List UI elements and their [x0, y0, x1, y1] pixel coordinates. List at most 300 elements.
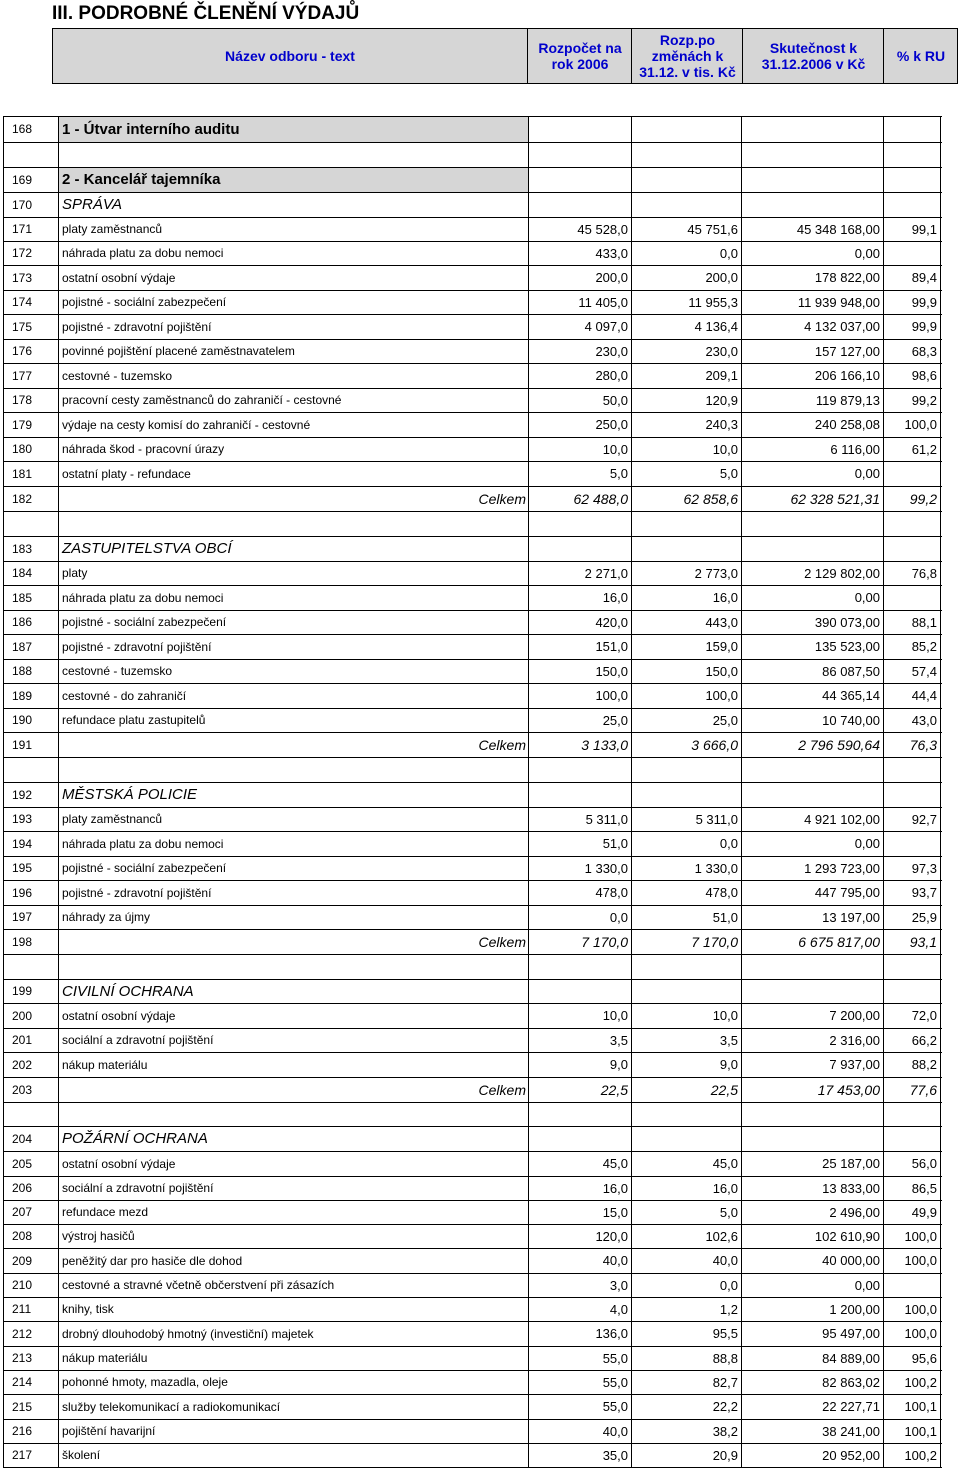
cell-desc: nákup materiálu [62, 1351, 148, 1365]
cell-desc: pojištění havarijní [62, 1424, 156, 1438]
cell-actual: 7 937,00 [829, 1057, 880, 1072]
table-row [0, 880, 960, 905]
cell-revised: 10,0 [712, 1008, 738, 1023]
cell-desc: ZASTUPITELSTVA OBCÍ [62, 540, 232, 557]
cell-desc: Celkem [478, 1081, 526, 1098]
cell-pct: 86,5 [911, 1180, 937, 1196]
table-row [0, 708, 960, 732]
header-revised: Rozp.po změnách k 31.12. v tis. Kč [631, 29, 743, 83]
spacer-row [0, 954, 960, 979]
cell-budget: 433,0 [595, 245, 628, 261]
cell-budget [528, 167, 631, 192]
cell-actual: 206 166,10 [814, 368, 880, 383]
section-row [0, 192, 960, 217]
cell-desc: refundace platu zastupitelů [62, 713, 206, 727]
cell-actual: 0,00 [854, 1277, 880, 1293]
cell-desc: pracovní cesty zaměstnanců do zahraničí - cestovné [62, 393, 342, 407]
cell-budget [528, 1126, 631, 1151]
cell-revised: 16,0 [712, 1180, 738, 1196]
cell-actual: 447 795,00 [814, 885, 880, 900]
cell-budget: 420,0 [595, 614, 628, 630]
cell-num: 210 [12, 1278, 33, 1292]
cell-actual [741, 536, 883, 561]
cell-actual: 6 675 817,00 [798, 933, 880, 950]
cell-pct [883, 461, 940, 486]
cell-pct: 99,9 [911, 294, 937, 310]
cell-pct: 89,4 [911, 270, 937, 285]
cell-num: 176 [12, 344, 33, 358]
cell-revised: 209,1 [705, 368, 738, 383]
cell-actual: 6 116,00 [830, 441, 880, 457]
table-row [0, 807, 960, 831]
cell-actual: 1 293 723,00 [804, 860, 880, 876]
table-row [0, 1443, 960, 1467]
cell-pct: 77,6 [909, 1081, 937, 1098]
cell-revised: 0,0 [719, 245, 738, 261]
page-title: III. PODROBNÉ ČLENĚNÍ VÝDAJŮ [52, 3, 360, 24]
cell-desc: Celkem [478, 933, 526, 950]
cell-desc: náhrada platu za dobu nemoci [62, 590, 224, 605]
table-row [0, 831, 960, 856]
cell-num: 168 [12, 122, 33, 136]
cell-num: 209 [12, 1253, 33, 1268]
cell-desc: pojistné - sociální zabezpečení [62, 295, 227, 309]
cell-budget: 3,0 [609, 1277, 628, 1293]
cell-revised: 62 858,6 [683, 490, 738, 507]
cell-budget: 15,0 [602, 1204, 628, 1220]
cell-budget: 16,0 [602, 590, 628, 605]
cell-actual: 4 921 102,00 [804, 811, 880, 827]
cell-budget: 9,0 [609, 1057, 628, 1072]
cell-pct [883, 782, 940, 807]
cell-actual: 102 610,90 [814, 1228, 880, 1244]
cell-pct: 98,6 [911, 368, 937, 383]
cell-revised: 38,2 [712, 1423, 738, 1439]
cell-revised: 22,2 [712, 1399, 738, 1414]
cell-pct: 85,2 [911, 639, 937, 654]
cell-budget: 7 170,0 [581, 933, 628, 950]
cell-pct: 88,1 [911, 614, 937, 630]
cell-actual: 0,00 [854, 466, 880, 481]
table-row [0, 1151, 960, 1176]
cell-num: 186 [12, 615, 33, 629]
table-row [0, 265, 960, 290]
table-row [0, 634, 960, 659]
cell-pct: 76,8 [911, 565, 937, 581]
spacer-row [0, 757, 960, 782]
cell-budget: 3,5 [609, 1032, 628, 1048]
cell-revised [631, 979, 741, 1003]
table-row [0, 1419, 960, 1443]
cell-budget: 230,0 [595, 343, 628, 359]
cell-revised [631, 167, 741, 192]
cell-revised [631, 192, 741, 217]
cell-revised: 0,0 [719, 836, 738, 851]
cell-budget [528, 116, 631, 142]
cell-desc: 2 - Kancelář tajemníka [58, 167, 528, 192]
cell-num: 208 [12, 1229, 33, 1243]
cell-desc: Celkem [478, 736, 526, 753]
cell-pct: 99,9 [911, 319, 937, 334]
cell-budget: 478,0 [595, 885, 628, 900]
table-row [0, 610, 960, 634]
cell-desc: pojistné - zdravotní pojištění [62, 319, 212, 334]
cell-desc: ostatní osobní výdaje [62, 1156, 176, 1171]
cell-num: 189 [12, 688, 33, 703]
cell-actual [741, 116, 883, 142]
cell-desc: cestovné a stravné včetně občerstvení při zásazích [62, 1278, 335, 1292]
cell-desc: cestovné - do zahraničí [62, 688, 187, 703]
cell-budget: 10,0 [602, 441, 628, 457]
cell-desc: ostatní osobní výdaje [62, 270, 176, 285]
cell-actual: 45 348 168,00 [796, 221, 880, 237]
header-name: Název odboru - text [225, 48, 355, 64]
cell-revised [631, 536, 741, 561]
cell-desc: pojistné - zdravotní pojištění [62, 639, 212, 654]
cell-pct [883, 116, 940, 142]
cell-revised: 16,0 [712, 590, 738, 605]
cell-pct: 100,2 [904, 1447, 937, 1463]
cell-budget: 250,0 [595, 417, 628, 432]
total-row [0, 732, 960, 757]
cell-num: 217 [12, 1448, 33, 1462]
cell-num: 182 [12, 491, 33, 506]
cell-desc: ostatní platy - refundace [62, 466, 191, 481]
cell-actual: 135 523,00 [814, 639, 880, 654]
cell-budget: 10,0 [602, 1008, 628, 1023]
cell-pct [883, 1273, 940, 1297]
cell-num: 215 [12, 1399, 33, 1414]
cell-pct [883, 241, 940, 265]
cell-num: 193 [12, 812, 33, 826]
cell-actual: 84 889,00 [822, 1350, 880, 1366]
cell-actual: 25 187,00 [822, 1156, 880, 1171]
table-row [0, 461, 960, 486]
cell-desc: platy [62, 566, 88, 580]
cell-pct: 92,7 [911, 811, 937, 827]
cell-desc: pojistné - sociální zabezpečení [62, 615, 227, 629]
cell-pct: 100,0 [904, 1301, 937, 1317]
cell-actual: 157 127,00 [814, 343, 880, 359]
cell-revised: 45 751,6 [687, 221, 738, 237]
header-pct: % k RU [883, 29, 958, 83]
cell-actual: 44 365,14 [822, 688, 880, 703]
table-row [0, 1297, 960, 1321]
cell-actual: 22 227,71 [822, 1399, 880, 1414]
cell-actual: 0,00 [854, 836, 880, 851]
cell-revised [631, 782, 741, 807]
cell-revised: 150,0 [705, 663, 738, 679]
total-row [0, 486, 960, 511]
cell-revised [631, 116, 741, 142]
cell-pct: 44,4 [911, 688, 937, 703]
cell-num: 199 [12, 984, 33, 998]
cell-budget: 22,5 [600, 1081, 628, 1098]
cell-num: 179 [12, 417, 33, 432]
cell-actual: 2 796 590,64 [798, 736, 880, 753]
cell-num: 185 [12, 590, 33, 605]
table-row [0, 1346, 960, 1370]
cell-desc: nákup materiálu [62, 1057, 148, 1072]
cell-num: 183 [12, 541, 33, 556]
cell-revised: 240,3 [705, 417, 738, 432]
cell-budget: 150,0 [595, 663, 628, 679]
cell-actual [741, 782, 883, 807]
spacer-row [0, 142, 960, 167]
table-row [0, 1370, 960, 1394]
cell-num: 205 [12, 1156, 33, 1171]
section-row [0, 979, 960, 1003]
cell-revised: 51,0 [712, 909, 738, 925]
cell-desc: náhrada platu za dobu nemoci [62, 246, 224, 260]
cell-revised: 2 773,0 [694, 565, 738, 581]
cell-budget: 5 311,0 [585, 811, 628, 827]
cell-desc: refundace mezd [62, 1205, 149, 1219]
cell-pct: 97,3 [911, 860, 937, 876]
cell-budget [528, 979, 631, 1003]
cell-desc: cestovné - tuzemsko [62, 664, 173, 678]
table-row [0, 1028, 960, 1052]
cell-actual: 20 952,00 [822, 1447, 880, 1463]
cell-num: 175 [12, 319, 33, 334]
cell-budget: 136,0 [595, 1326, 628, 1341]
cell-desc: peněžitý dar pro hasiče dle dohod [62, 1253, 243, 1268]
cell-budget: 0,0 [609, 909, 628, 925]
table-row [0, 1394, 960, 1419]
cell-pct [883, 979, 940, 1003]
cell-budget: 151,0 [595, 639, 628, 654]
cell-revised [631, 1126, 741, 1151]
cell-num: 181 [12, 466, 33, 481]
cell-pct: 100,1 [904, 1399, 937, 1414]
cell-num: 192 [12, 787, 33, 802]
cell-num: 194 [12, 836, 33, 851]
cell-pct: 100,2 [904, 1374, 937, 1390]
cell-desc: Celkem [478, 490, 526, 507]
table-row [0, 683, 960, 708]
cell-budget: 25,0 [602, 712, 628, 728]
cell-pct: 93,7 [911, 885, 937, 900]
cell-num: 216 [12, 1424, 33, 1438]
cell-revised: 45,0 [712, 1156, 738, 1171]
cell-actual [741, 167, 883, 192]
cell-desc: cestovné - tuzemsko [62, 368, 173, 383]
cell-actual: 240 258,08 [814, 417, 880, 432]
section-row [0, 1126, 960, 1151]
cell-budget: 45 528,0 [577, 221, 628, 237]
cell-num: 180 [12, 442, 33, 456]
cell-desc: sociální a zdravotní pojištění [62, 1033, 214, 1047]
cell-actual: 86 087,50 [822, 663, 880, 679]
table-row [0, 856, 960, 880]
cell-pct: 61,2 [911, 441, 937, 457]
cell-actual [741, 1126, 883, 1151]
cell-num: 200 [12, 1008, 33, 1023]
cell-actual: 7 200,00 [829, 1008, 880, 1023]
cell-num: 195 [12, 861, 33, 875]
cell-desc: platy zaměstnanců [62, 222, 163, 236]
cell-budget: 55,0 [602, 1374, 628, 1390]
table-row [0, 659, 960, 683]
cell-pct: 43,0 [911, 712, 937, 728]
table-row [0, 217, 960, 241]
table-row [0, 1248, 960, 1273]
cell-budget: 11 405,0 [578, 294, 628, 310]
cell-pct: 56,0 [911, 1156, 937, 1171]
cell-revised: 1,2 [719, 1301, 738, 1317]
cell-budget: 2 271,0 [584, 565, 628, 581]
cell-revised: 22,5 [710, 1081, 738, 1098]
cell-revised: 95,5 [712, 1326, 738, 1341]
cell-desc: náhrady za újmy [62, 910, 151, 924]
cell-revised: 4 136,4 [694, 319, 738, 334]
cell-actual: 10 740,00 [822, 712, 880, 728]
cell-desc: povinné pojištění placené zaměstnavatelem [62, 344, 295, 358]
cell-revised: 3 666,0 [691, 736, 738, 753]
cell-pct [883, 585, 940, 610]
cell-actual: 119 879,13 [815, 392, 880, 408]
department-row [0, 167, 960, 192]
cell-pct: 100,0 [904, 1228, 937, 1244]
cell-desc: školení [62, 1448, 101, 1462]
cell-num: 170 [12, 197, 33, 212]
cell-pct: 76,3 [909, 736, 937, 753]
cell-num: 172 [12, 246, 33, 260]
cell-revised: 88,8 [712, 1350, 738, 1366]
cell-num: 184 [12, 566, 33, 580]
cell-num: 204 [12, 1131, 33, 1146]
cell-revised: 100,0 [705, 688, 738, 703]
cell-budget: 1 330,0 [584, 860, 628, 876]
cell-budget: 40,0 [602, 1253, 628, 1268]
cell-num: 202 [12, 1057, 33, 1072]
cell-num: 174 [12, 295, 33, 309]
cell-desc: pojistné - sociální zabezpečení [62, 861, 227, 875]
cell-revised: 9,0 [719, 1057, 738, 1072]
cell-num: 198 [12, 934, 33, 949]
cell-revised: 200,0 [705, 270, 738, 285]
cell-actual: 38 241,00 [822, 1423, 880, 1439]
table-row [0, 905, 960, 929]
table-row [0, 1200, 960, 1224]
table-row [0, 1176, 960, 1200]
cell-pct: 49,9 [911, 1204, 937, 1220]
cell-actual: 62 328 521,31 [790, 490, 880, 507]
cell-budget: 100,0 [595, 688, 628, 703]
cell-pct: 100,1 [904, 1423, 937, 1439]
cell-pct: 99,2 [911, 392, 937, 408]
cell-desc: ostatní osobní výdaje [62, 1008, 176, 1023]
cell-pct: 99,2 [909, 490, 937, 507]
cell-budget: 3 133,0 [581, 736, 628, 753]
cell-budget [528, 192, 631, 217]
cell-num: 190 [12, 713, 33, 727]
header-actual: Skutečnost k 31.12.2006 v Kč [742, 29, 884, 83]
table-row [0, 290, 960, 314]
table-row [0, 1273, 960, 1297]
cell-revised: 230,0 [705, 343, 738, 359]
cell-actual: 4 132 037,00 [804, 319, 880, 334]
cell-budget: 51,0 [602, 836, 628, 851]
cell-actual: 13 197,00 [822, 909, 880, 925]
total-row [0, 1077, 960, 1102]
cell-budget: 4 097,0 [584, 319, 628, 334]
cell-actual: 0,00 [854, 590, 880, 605]
cell-num: 188 [12, 664, 33, 678]
cell-num: 169 [12, 172, 33, 187]
table-row [0, 585, 960, 610]
cell-pct: 88,2 [911, 1057, 937, 1072]
table-row [0, 241, 960, 265]
cell-revised: 25,0 [712, 712, 738, 728]
cell-pct: 100,0 [904, 1253, 937, 1268]
cell-actual: 2 496,00 [829, 1204, 880, 1220]
cell-budget: 5,0 [609, 466, 628, 481]
cell-budget: 55,0 [602, 1399, 628, 1414]
table-row [0, 1052, 960, 1077]
cell-revised: 102,6 [705, 1228, 738, 1244]
cell-num: 171 [12, 222, 33, 236]
cell-budget [528, 536, 631, 561]
cell-pct [883, 536, 940, 561]
cell-budget: 40,0 [602, 1423, 628, 1439]
cell-num: 206 [12, 1181, 33, 1195]
cell-pct [883, 1126, 940, 1151]
cell-revised: 82,7 [712, 1374, 738, 1390]
cell-actual: 1 200,00 [829, 1301, 880, 1317]
cell-num: 203 [12, 1082, 33, 1097]
cell-num: 197 [12, 910, 33, 924]
cell-budget: 55,0 [602, 1350, 628, 1366]
cell-revised: 120,9 [705, 392, 738, 408]
cell-actual: 2 129 802,00 [804, 565, 880, 581]
cell-actual: 82 863,02 [822, 1374, 880, 1390]
cell-pct: 100,0 [904, 417, 937, 432]
cell-revised: 443,0 [705, 614, 738, 630]
table-row [0, 363, 960, 388]
cell-pct: 66,2 [911, 1032, 937, 1048]
cell-pct: 25,9 [911, 909, 937, 925]
cell-budget: 35,0 [602, 1447, 628, 1463]
cell-desc: 1 - Útvar interního auditu [58, 116, 528, 142]
cell-budget [528, 782, 631, 807]
table-row [0, 561, 960, 585]
cell-desc: POŽÁRNÍ OCHRANA [62, 1130, 208, 1147]
cell-budget: 45,0 [602, 1156, 628, 1171]
cell-pct: 68,3 [911, 343, 937, 359]
cell-num: 191 [12, 737, 33, 752]
cell-num: 196 [12, 885, 33, 900]
cell-desc: platy zaměstnanců [62, 812, 163, 826]
table-row [0, 339, 960, 363]
cell-num: 187 [12, 639, 33, 654]
cell-desc: výstroj hasičů [62, 1229, 135, 1243]
section-row [0, 536, 960, 561]
cell-pct: 57,4 [911, 663, 937, 679]
cell-revised: 40,0 [712, 1253, 738, 1268]
cell-pct: 72,0 [911, 1008, 937, 1023]
cell-desc: MĚSTSKÁ POLICIE [62, 786, 198, 803]
cell-actual: 13 833,00 [822, 1180, 880, 1196]
spacer-row [0, 511, 960, 536]
table-row [0, 388, 960, 412]
cell-revised: 5 311,0 [695, 811, 738, 827]
spacer-row [0, 1102, 960, 1126]
table-row [0, 437, 960, 461]
cell-num: 177 [12, 368, 33, 383]
cell-pct: 93,1 [909, 933, 937, 950]
cell-desc: služby telekomunikací a radiokomunikací [62, 1399, 281, 1414]
